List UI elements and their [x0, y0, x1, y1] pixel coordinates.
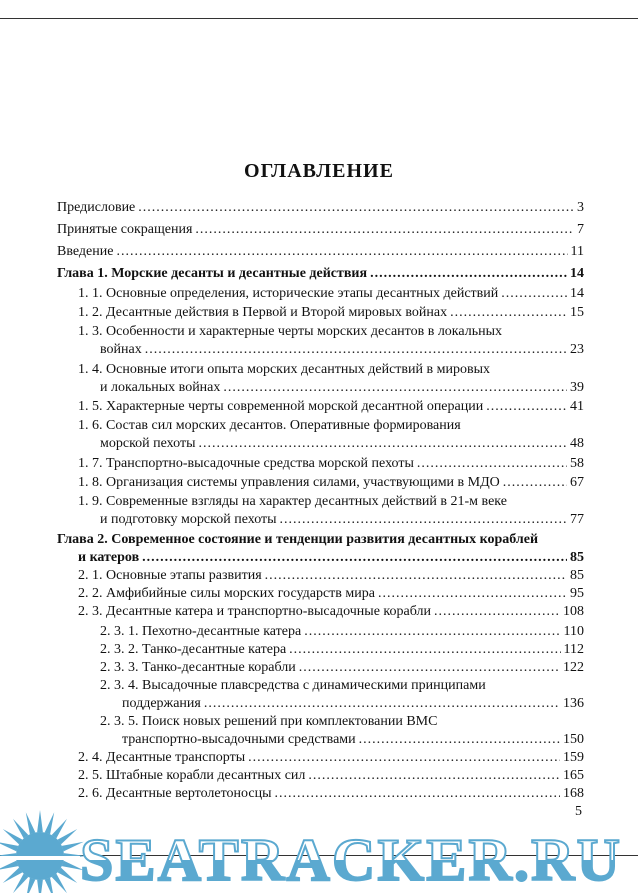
dot-leader [299, 659, 560, 677]
toc-entry[interactable] [100, 623, 584, 641]
dot-leader [223, 379, 567, 397]
dot-leader [248, 749, 560, 767]
toc-entry-title: Предисловие [57, 200, 136, 215]
toc-entry-title: 2. 3. 3. Танко-десантные корабли [100, 660, 296, 675]
toc-entry-title: 2. 1. Основные этапы развития [78, 568, 262, 583]
dot-leader [138, 199, 574, 217]
sun-ray [37, 810, 43, 832]
dot-leader [434, 603, 560, 621]
toc-entry-page: 110 [563, 624, 584, 639]
dot-leader [142, 549, 567, 567]
toc-entry-page: 3 [577, 200, 584, 215]
dot-leader [275, 785, 561, 803]
toc-entry[interactable] [78, 417, 584, 453]
toc-entry-page: 23 [570, 342, 584, 357]
toc-entry-page: 85 [570, 568, 584, 583]
page-number: 5 [575, 804, 582, 819]
sun-ray [58, 829, 78, 844]
sun-ray [3, 829, 23, 844]
toc-entry-title: 2. 4. Десантные транспорты [78, 750, 246, 765]
toc-entry-page: 58 [570, 456, 584, 471]
toc-entry-title: 2. 6. Десантные вертолетоносцы [78, 786, 272, 801]
toc-entry-title: 1. 8. Организация системы управления силами, участвующими в МДО [78, 475, 500, 490]
toc-entry-title: Принятые сокращения [57, 222, 193, 237]
dot-leader [450, 304, 567, 322]
toc-entry-title: 1. 3. Особенности и характерные черты морских десантов в локальных [78, 324, 503, 339]
toc-entry[interactable] [57, 531, 584, 567]
toc-entry[interactable] [100, 641, 584, 659]
toc-entry-page: 77 [570, 512, 584, 527]
toc-entry-title: 1. 9. Современные взгляды на характер десантных действий в 21-м веке [78, 494, 507, 509]
toc-entry[interactable] [78, 455, 584, 473]
toc-entry[interactable] [78, 567, 584, 585]
dot-leader [378, 585, 567, 603]
toc-entry-title: 1. 4. Основные итоги опыта морских десантных действий в мировых [78, 362, 490, 377]
dot-leader [265, 567, 567, 585]
toc-entry-page: 150 [563, 732, 584, 747]
dot-leader [304, 623, 560, 641]
toc-entry-title: 1. 7. Транспортно-высадочные средства морской пехоты [78, 456, 414, 471]
toc-entry-title: и локальных войнах [100, 380, 221, 395]
toc-entry-page: 7 [577, 222, 584, 237]
toc-entry-page: 15 [570, 305, 584, 320]
toc-entry-title: морской пехоты [100, 436, 196, 451]
toc-entry-title: 2. 3. 4. Высадочные плавсредства с динамическими принципами [100, 678, 486, 693]
toc-entry-title: войнах [100, 342, 142, 357]
toc-entry[interactable] [100, 659, 584, 677]
toc-entry[interactable] [78, 585, 584, 603]
sun-ray [13, 874, 28, 893]
toc-entry[interactable] [78, 493, 584, 529]
dot-leader [204, 695, 560, 713]
dot-leader [359, 731, 560, 749]
toc-entry[interactable] [78, 474, 584, 492]
toc-entry[interactable] [57, 243, 584, 261]
toc-entry-page: 14 [570, 266, 584, 281]
toc-entry-title: Глава 2. Современное состояние и тенденции развития десантных кораблей [57, 532, 539, 547]
toc-entry-title: 1. 1. Основные определения, исторические этапы десантных действий [78, 286, 499, 301]
toc-entry-page: 48 [570, 436, 584, 451]
sun-icon [0, 810, 86, 893]
dot-leader [417, 455, 567, 473]
sun-ray [0, 842, 18, 852]
toc-entry-page: 39 [570, 380, 584, 395]
dot-leader [501, 285, 567, 303]
toc-entry-title: транспортно-высадочными средствами [122, 732, 356, 747]
watermark-text: SEATRACKER.RU [80, 827, 620, 893]
sun-ray [52, 874, 67, 893]
toc-entry[interactable] [57, 221, 584, 239]
dot-leader [308, 767, 560, 785]
toc-entry-title: и катеров [78, 550, 140, 565]
dot-leader [198, 435, 567, 453]
dot-leader [195, 221, 574, 239]
toc-entry[interactable] [57, 199, 584, 217]
dot-leader [486, 398, 567, 416]
toc-entry[interactable] [78, 785, 584, 803]
toc-entry-page: 85 [570, 550, 584, 565]
dot-leader [116, 243, 567, 261]
sun-ray [13, 819, 28, 839]
dot-leader [280, 511, 567, 529]
toc-entry[interactable] [78, 323, 584, 359]
toc-entry-title: Введение [57, 244, 114, 259]
toc-entry[interactable] [78, 749, 584, 767]
sun-ray [3, 868, 23, 883]
toc-entry-title: 2. 2. Амфибийные силы морских государств мира [78, 586, 375, 601]
toc-entry[interactable] [100, 713, 584, 749]
toc-entry[interactable] [57, 265, 584, 283]
toc-entry-page: 11 [570, 244, 584, 259]
toc-entry[interactable] [78, 603, 584, 621]
toc-entry-title: 1. 6. Состав сил морских десантов. Оперативные формирования [78, 418, 461, 433]
toc-entry[interactable] [78, 285, 584, 303]
toc-entry[interactable] [78, 767, 584, 785]
toc-entry-page: 159 [563, 750, 584, 765]
toc-entry-page: 112 [563, 642, 584, 657]
toc-entry-title: 2. 3. 2. Танко-десантные катера [100, 642, 287, 657]
page-title: ОГЛАВЛЕНИЕ [244, 160, 394, 182]
toc-entry-title: 2. 5. Штабные корабли десантных сил [78, 768, 306, 783]
toc-entry[interactable] [78, 361, 584, 397]
top-rule [0, 18, 638, 19]
toc-entry-page: 67 [570, 475, 584, 490]
toc-entry-title: 1. 5. Характерные черты современной морской десантной операции [78, 399, 484, 414]
sun-ray [0, 861, 18, 871]
toc-entry-title: 2. 3. Десантные катера и транспортно-высадочные корабли [78, 604, 431, 619]
toc-entry-title: 1. 2. Десантные действия в Первой и Второй мировых войнах [78, 305, 448, 320]
toc-entry-page: 168 [563, 786, 584, 801]
toc-entry-page: 122 [563, 660, 584, 675]
sun-ray [26, 878, 36, 893]
toc-entry-page: 136 [563, 696, 584, 711]
dot-leader [145, 341, 567, 359]
sun-ray [37, 880, 43, 893]
toc-entry-page: 108 [563, 604, 584, 619]
sun-ray [45, 878, 55, 893]
dot-leader [289, 641, 560, 659]
sun-ray [26, 812, 36, 834]
sun-ray [45, 812, 55, 834]
sun-ray [58, 868, 78, 883]
watermark-logo [0, 808, 638, 893]
toc-entry-title: 2. 3. 5. Поиск новых решений при комплектовании ВМС [100, 714, 438, 729]
toc-entry-page: 165 [563, 768, 584, 783]
toc-entry-page: 95 [570, 586, 584, 601]
toc-entry-title: 2. 3. 1. Пехотно-десантные катера [100, 624, 302, 639]
sun-ray [52, 819, 67, 839]
toc-entry-title: Глава 1. Морские десанты и десантные действия [57, 266, 368, 281]
dot-leader [370, 265, 567, 283]
toc-entry-title: и подготовку морской пехоты [100, 512, 277, 527]
dot-leader [503, 474, 567, 492]
toc-entry[interactable] [78, 398, 584, 416]
toc-entry-title: поддержания [122, 696, 201, 711]
toc-entry-page: 41 [570, 399, 584, 414]
toc-entry[interactable] [100, 677, 584, 713]
toc-entry-page: 14 [570, 286, 584, 301]
toc-entry[interactable] [78, 304, 584, 322]
